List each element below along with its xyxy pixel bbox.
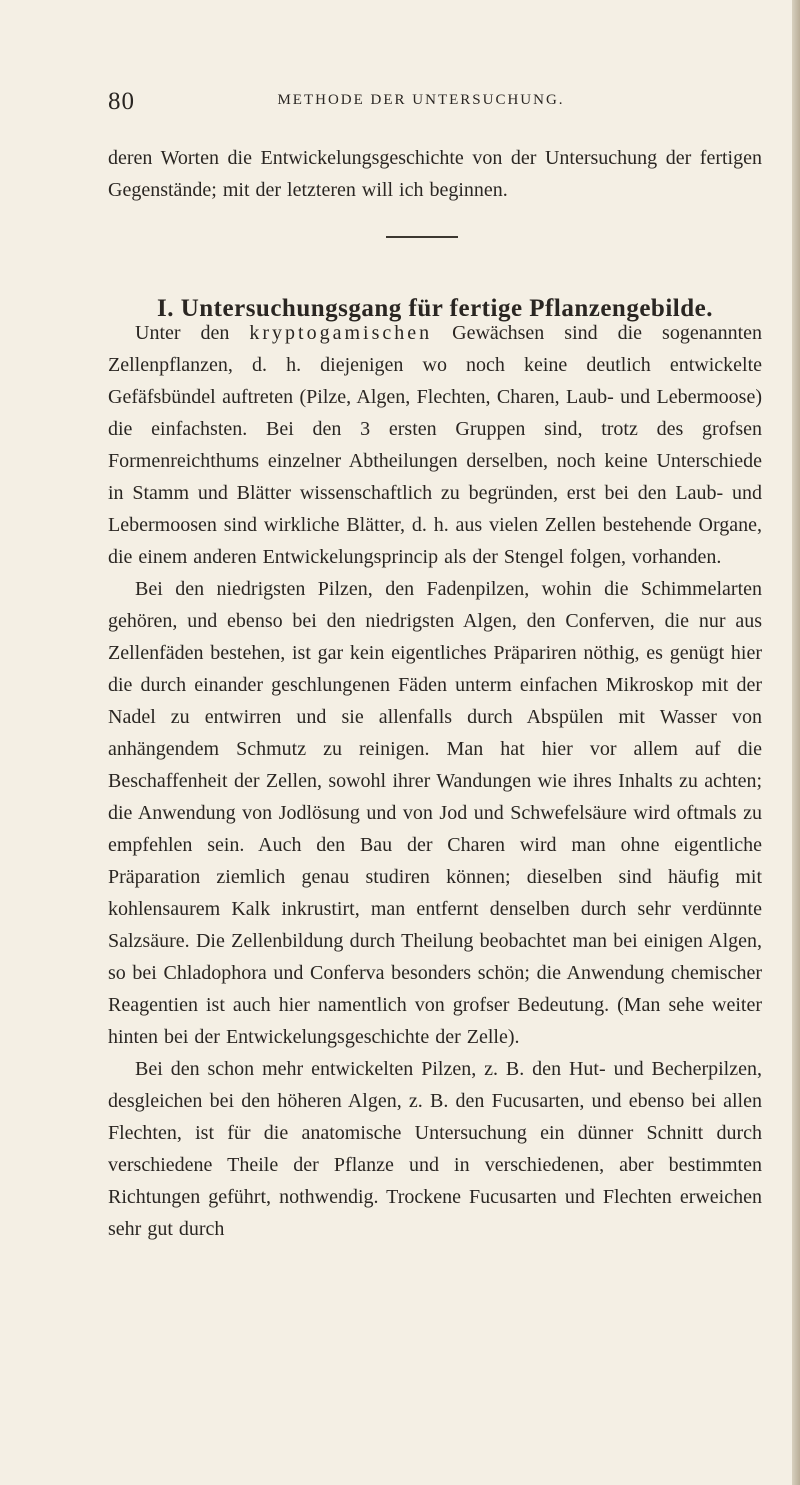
page-edge-shadow <box>792 0 800 1485</box>
page-header <box>108 88 734 124</box>
paragraph-cryptogams-start: Unter den <box>135 322 250 344</box>
paragraph-cryptogams <box>108 317 762 573</box>
section-divider <box>386 236 458 238</box>
running-title: METHODE DER UNTERSUCHUNG. <box>277 92 565 108</box>
paragraph-cryptogams-rest: Gewächsen sind die sogenannten Zellenpflanzen, d. h. diejenigen wo noch keine deutlich entwickelte Gefäfsbündel auftreten (Pilze, Algen, Flechten, Charen, Laub- und Lebermoose) die einfachsten. Bei den 3 ersten Gruppen sind, trotz des grofsen Formenreichthums einzelner Abtheilungen derselben, noch keine Unterschiede in Stamm und Blätter wissenschaftlich zu begründen, erst bei den Laub- und Lebermoosen sind wirkliche Blätter, d. h. aus vielen Zellen bestehende Organe, die einem anderen Entwickelungsprincip als der Stengel folgen, vorhanden. <box>108 322 762 568</box>
paragraph-lowest-fungi: Bei den niedrigsten Pilzen, den Fadenpilzen, wohin die Schimmelarten gehören, und ebenso bei den niedrigsten Algen, den Conferven, die nur aus Zellenfäden bestehen, ist gar kein eigentliches Präpariren nöthig, es genügt hier die durch einander geschlungenen Fäden unterm einfachen Mikroskop mit der Nadel zu entwirren und sie allenfalls durch Abspülen mit Wasser von anhängendem Schmutz zu reinigen. Man hat hier vor allem auf die Beschaffenheit der Zellen, sowohl ihrer Wandungen wie ihres Inhalts zu achten; die Anwendung von Jodlösung und von Jod und Schwefelsäure wird oftmals zu empfehlen sein. Auch den Bau der Charen wird man ohne eigentliche Präparation ziemlich genau studiren können; dieselben sind häufig mit kohlensaurem Kalk inkrustirt, man entfernt denselben durch sehr verdünnte Salzsäure. Die Zellenbildung durch Theilung beobachtet man bei einigen Algen, so bei Chladophora und Conferva besonders schön; die Anwendung chemischer Reagentien ist auch hier namentlich von grofser Bedeutung. (Man sehe weiter hinten bei der Entwickelungsgeschichte der Zelle). <box>108 578 762 1048</box>
intro-text-block <box>108 142 762 206</box>
intro-paragraph: deren Worten die Entwickelungsgeschichte von der Untersuchung der fertigen Gegenstände; mit der letzteren will ich beginnen. <box>108 147 762 201</box>
paragraph-higher-fungi: Bei den schon mehr entwickelten Pilzen, z. B. den Hut- und Becherpilzen, desgleichen bei den höheren Algen, z. B. den Fucusarten, und ebenso bei allen Flechten, ist für die anatomische Untersuchung ein dünner Schnitt durch verschiedene Theile der Pflanze und in verschiedenen, aber bestimmten Richtungen geführt, nothwendig. Trockene Fucusarten und Flechten erweichen sehr gut durch <box>108 1058 762 1240</box>
body-text-block <box>108 317 762 1245</box>
emphasized-term: kryptogamischen <box>249 322 433 344</box>
section-heading: I. Untersuchungsgang für fertige Pflanzengebilde. <box>157 294 713 322</box>
page-number: 80 <box>108 88 135 115</box>
